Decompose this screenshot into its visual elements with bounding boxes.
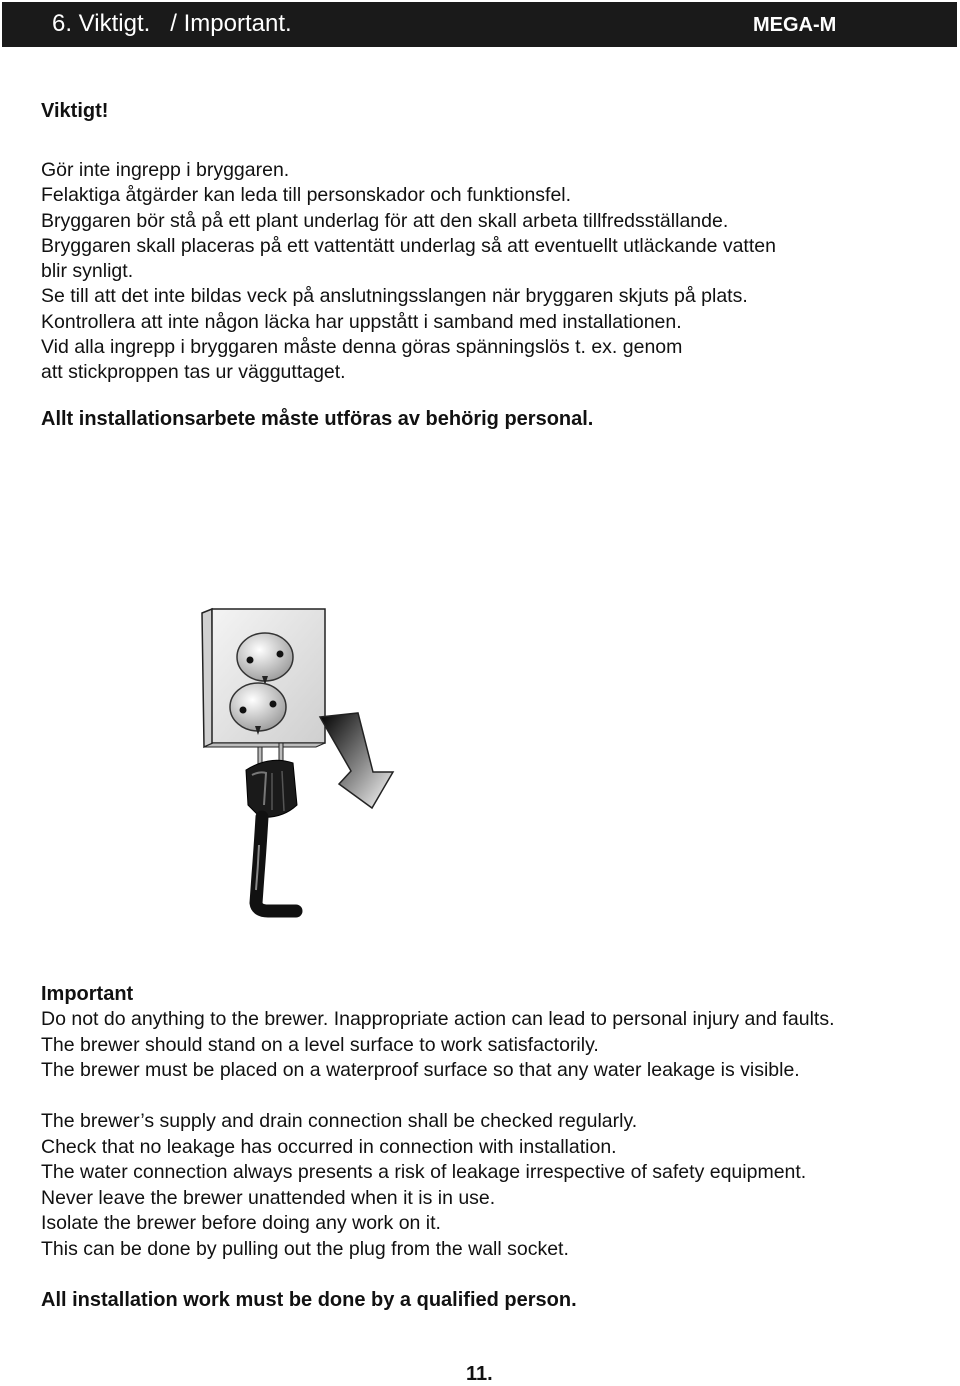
english-heading: Important: [41, 983, 134, 1005]
english-warning: All installation work must be done by a qualified person.: [41, 1289, 577, 1311]
swedish-warning-block: [41, 407, 921, 431]
model-name: MEGA-M: [753, 14, 837, 36]
english-instructions-group1: [41, 1007, 921, 1084]
swedish-line: Bryggaren skall placeras på ett vattentätt underlag så att eventuellt utläckande vatten: [41, 234, 776, 257]
english-heading-block: [41, 982, 921, 1006]
english-line: Check that no leakage has occurred in connection with installation.: [41, 1135, 617, 1158]
power-plug-icon: [246, 743, 297, 911]
swedish-line: att stickproppen tas ur vägguttaget.: [41, 361, 346, 384]
swedish-line: Kontrollera att inte någon läcka har uppstått i samband med installationen.: [41, 310, 682, 333]
english-line: The brewer must be placed on a waterproof surface so that any water leakage is visible.: [41, 1059, 800, 1081]
illustration-svg: [190, 605, 430, 925]
swedish-line: Se till att det inte bildas veck på anslutningsslangen när bryggaren skjuts på plats.: [41, 285, 748, 308]
english-line: The brewer’s supply and drain connection shall be checked regularly.: [41, 1110, 638, 1132]
swedish-heading: Viktigt!: [41, 100, 109, 122]
swedish-line: Bryggaren bör stå på ett plant underlag för att den skall arbeta tillfredsställande.: [41, 209, 729, 232]
english-line: Do not do anything to the brewer. Inappropriate action can lead to personal injury and faults.: [41, 1008, 835, 1030]
english-line: Isolate the brewer before doing any work on it.: [41, 1212, 441, 1234]
down-arrow-icon: [320, 713, 393, 808]
swedish-instructions: [41, 158, 921, 386]
english-line: Never leave the brewer unattended when it is in use.: [41, 1186, 496, 1209]
swedish-heading-block: [41, 99, 921, 123]
english-instructions-group2: [41, 1109, 921, 1262]
wall-socket-icon: [202, 609, 325, 747]
swedish-warning: Allt installationsarbete måste utföras av behörig personal.: [41, 408, 594, 430]
swedish-line: Vid alla ingrepp i bryggaren måste denna göras spänningslös t. ex. genom: [41, 336, 683, 359]
swedish-line: blir synligt.: [41, 260, 134, 283]
socket-plug-illustration: [190, 605, 430, 930]
swedish-line: Gör inte ingrepp i bryggaren.: [41, 159, 290, 181]
english-line: The brewer should stand on a level surface to work satisfactorily.: [41, 1033, 599, 1056]
english-line: This can be done by pulling out the plug from the wall socket.: [41, 1237, 569, 1260]
english-warning-block: [41, 1288, 921, 1312]
swedish-line: Felaktiga åtgärder kan leda till personskador och funktionsfel.: [41, 184, 572, 207]
page-number: 11.: [466, 1363, 493, 1385]
section-title: 6. Viktigt. / Important.: [52, 10, 292, 37]
page-header: [2, 2, 957, 47]
english-line: The water connection always presents a risk of leakage irrespective of safety equipment.: [41, 1161, 807, 1183]
